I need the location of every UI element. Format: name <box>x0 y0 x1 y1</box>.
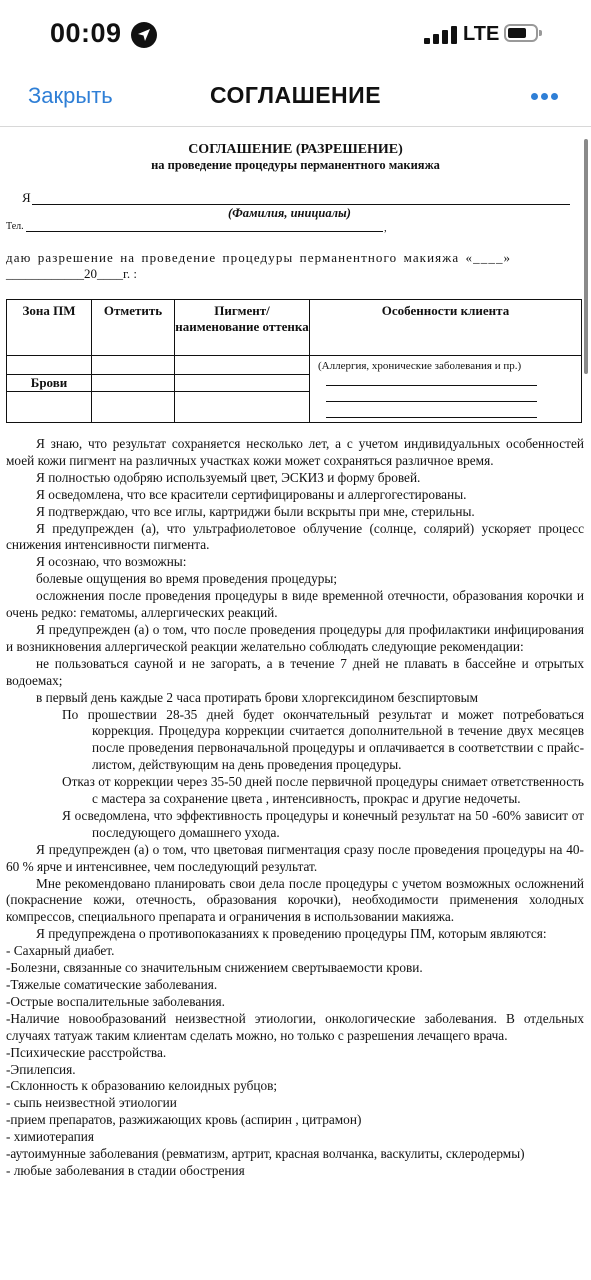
table-cell <box>92 356 175 375</box>
paragraph: Отказ от коррекции через 35-50 дней после первичной процедуры снимает ответственность с мастера за сохранение цвета , интенсивность, прокрас и другие недочеты. <box>62 774 584 807</box>
paragraph: в первый день каждые 2 часа протирать брови хлоргексидином безспиртовым <box>36 689 479 705</box>
network-type: LTE <box>463 23 500 45</box>
paragraph: Я предупрежден (а), что ультрафиолетовое облучение (солнце, солярий) ускоряет процесс снижения интенсивности пигмента. <box>6 520 584 553</box>
document-subtitle: на проведение процедуры перманентного макияжа <box>151 158 440 172</box>
list-item: -Тяжелые соматические заболевания. <box>6 977 218 992</box>
list-item: -Наличие новообразований неизвестной этиологии, онкологические заболевания. В отдельных случаях татуаж таким клиентам сделать можно, но только с разрешения лечащего врача. <box>6 1010 584 1043</box>
name-field-line <box>32 204 570 205</box>
agreement-body <box>6 436 584 1180</box>
paragraph: осложнения после проведения процедуры в виде временной отечности, образования корочки и очень редко: гематомы, аллергических реакций. <box>6 588 584 621</box>
client-features-cell <box>310 356 582 423</box>
table-cell <box>7 392 92 423</box>
paragraph: Я предупрежден (а) о том, что после проведения процедуры для профилактики инфицирования и возникновения аллергической реакции желательно соблюдать следующие рекомендации: <box>6 621 584 654</box>
table-cell <box>92 375 175 392</box>
list-item: -прием препаратов, разжижающих кровь (аспирин , цитрамон) <box>6 1112 362 1128</box>
paragraph: болевые ощущения во время проведения процедуры; <box>36 571 338 587</box>
document-title: СОГЛАШЕНИЕ (РАЗРЕШЕНИЕ) <box>188 142 403 157</box>
nav-bar <box>0 66 591 127</box>
close-button[interactable]: Закрыть <box>28 83 113 108</box>
paragraph: По прошествии 28-35 дней будет окончательный результат и может потребоваться коррекция. Процедура коррекции считается дополнительной в течение двух месяцев после проведения первоначальной процедуры и оплачивается в соответствии с прайс-листом, действующим на день проведения процедуры. <box>62 706 584 773</box>
page-title: СОГЛАШЕНИЕ <box>209 82 382 108</box>
allergy-note: (Аллергия, хронические заболевания и пр.) <box>318 360 522 372</box>
consent-date-line: ____________20____г. : <box>6 266 137 281</box>
table-cell <box>92 392 175 423</box>
zone-brows: Брови <box>7 375 92 392</box>
paragraph: Я осведомлена, что эффективность процедуры и конечный результат на 50 -60% зависит от последующего домашнего ухода. <box>62 807 584 840</box>
list-item: -Склонность к образованию келоидных рубцов; <box>6 1078 278 1094</box>
phone-label: Тел. <box>6 221 24 232</box>
status-time: 00:09 <box>50 18 122 48</box>
list-item: -Острые воспалительные заболевания. <box>6 993 225 1009</box>
underline <box>326 417 537 418</box>
paragraph: Я осведомлена, что все красители сертифицированы и аллергогестированы. <box>36 486 467 502</box>
underline <box>326 401 537 402</box>
zones-table <box>6 299 582 423</box>
paragraph: Я осознаю, что возможны: <box>36 554 187 570</box>
table-cell <box>175 375 310 392</box>
status-bar <box>0 0 591 66</box>
paragraph: Я подтверждаю, что все иглы, картриджи были вскрыты при мне, стерильны. <box>36 503 475 519</box>
list-item: - Сахарный диабет. <box>6 943 115 959</box>
location-arrow-icon <box>131 22 157 48</box>
more-options-icon[interactable] <box>531 93 559 101</box>
table-cell <box>175 392 310 423</box>
list-item: -Эпилепсия. <box>6 1061 76 1077</box>
paragraph: Я предупреждена о противопоказаниях к проведению процедуры ПМ, которым являются: <box>36 926 547 942</box>
list-item: -Болезни, связанные со значительным снижением свертываемости крови. <box>6 960 423 976</box>
battery-icon <box>504 24 538 42</box>
consent-line: даю разрешение на проведение процедуры перманентного макияжа «____» <box>6 250 512 265</box>
table-cell <box>7 356 92 375</box>
cellular-signal-icon <box>424 26 458 44</box>
name-caption: (Фамилия, инициалы) <box>228 206 351 220</box>
list-item: -Психические расстройства. <box>6 1044 167 1060</box>
table-header: Зона ПМ <box>7 300 92 356</box>
scrollbar[interactable] <box>584 139 588 374</box>
table-header: Особенности клиента <box>310 300 582 356</box>
list-item: -аутоимунные заболевания (ревматизм, артрит, красная волчанка, васкулиты, склеродермы) <box>6 1146 525 1162</box>
table-header: Пигмент/ наименование оттенка <box>175 300 310 356</box>
paragraph: не пользоваться сауной и не загорать, а в течение 7 дней не плавать в бассейне и отрытых водоемах; <box>6 655 584 688</box>
list-item: - химиотерапия <box>6 1129 94 1145</box>
paragraph: Я знаю, что результат сохраняется несколько лет, а с учетом индивидуальных особенностей моей кожи пигмент на различных участках кожи может сохраняться различное время. <box>6 436 584 468</box>
paragraph: Я предупрежден (а) о том, что цветовая пигментация сразу после проведения процедуры на 40-60 % ярче и интенсивнее, чем последующий результат. <box>6 841 584 874</box>
phone-comma: , <box>384 222 387 234</box>
table-header: Отметить <box>92 300 175 356</box>
list-item: - любые заболевания в стадии обострения <box>6 1162 245 1178</box>
table-cell <box>175 356 310 375</box>
underline <box>326 385 537 386</box>
list-item: - сыпь неизвестной этиологии <box>6 1095 177 1111</box>
paragraph: Мне рекомендовано планировать свои дела после процедуры с учетом возможных осложнений (покраснение кожи, отечность, образования корочки), необходимости применения холодных компрессов, специального препарата и ограничения в использовании макияжа. <box>6 875 584 925</box>
paragraph: Я полностью одобряю используемый цвет, ЭСКИЗ и форму бровей. <box>36 469 421 485</box>
name-label: Я <box>22 190 31 205</box>
phone-field-line <box>26 231 383 232</box>
